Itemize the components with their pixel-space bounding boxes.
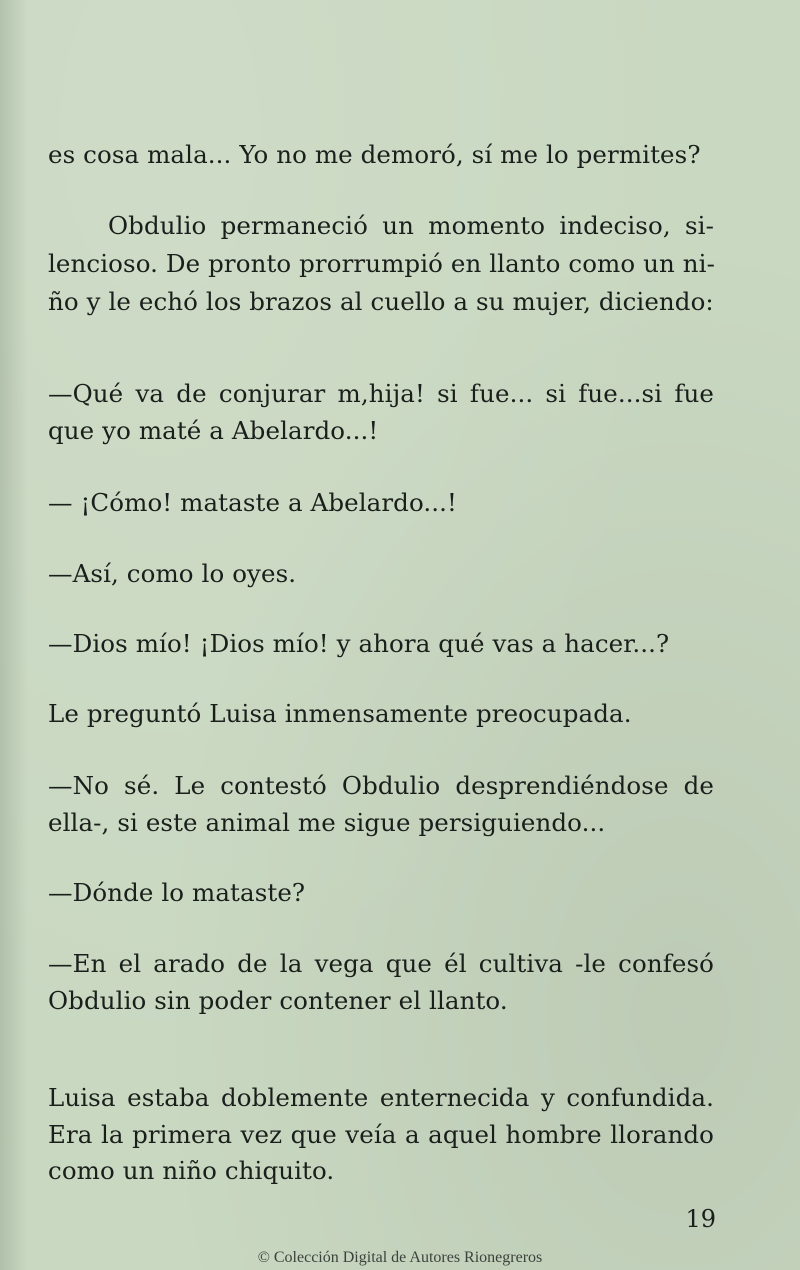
text-line-5: —Qué va de conjurar m,hija! si fue... si fue...si fue — [48, 379, 714, 408]
text-line-15: Obdulio sin poder contener el llanto. — [48, 986, 508, 1015]
text-line-7: — ¡Cómo! mataste a Abelardo...! — [48, 488, 457, 517]
page-number: 19 — [685, 1205, 716, 1233]
text-line-3: lencioso. De pronto prorrumpió en llanto como un ni- — [48, 249, 715, 278]
text-line-12: ella-, si este animal me sigue persiguiendo... — [48, 808, 606, 837]
text-line-4: ño y le echó los brazos al cuello a su mujer, diciendo: — [48, 287, 714, 316]
text-line-6: que yo maté a Abelardo...! — [48, 416, 379, 445]
text-line-16: Luisa estaba doblemente enternecida y confundida. — [48, 1083, 714, 1112]
text-line-11: —No sé. Le contestó Obdulio desprendiéndose de — [48, 771, 714, 800]
text-line-13: —Dónde lo mataste? — [48, 878, 306, 907]
text-line-9: —Dios mío! ¡Dios mío! y ahora qué vas a hacer...? — [48, 629, 670, 658]
text-line-1: es cosa mala... Yo no me demoró, sí me lo permites? — [48, 140, 701, 169]
text-line-10: Le preguntó Luisa inmensamente preocupada. — [48, 699, 632, 728]
text-line-17: Era la primera vez que veía a aquel hombre llorando — [48, 1120, 714, 1149]
text-line-8: —Así, como lo oyes. — [48, 559, 297, 588]
footer-copyright: © Colección Digital de Autores Rionegreros — [257, 1249, 543, 1266]
page-gutter-shadow — [0, 0, 28, 1270]
text-line-18: como un niño chiquito. — [48, 1156, 335, 1185]
text-line-14: —En el arado de la vega que él cultiva -le confesó — [48, 949, 714, 978]
text-line-2: Obdulio permaneció un momento indeciso, si- — [108, 211, 714, 240]
